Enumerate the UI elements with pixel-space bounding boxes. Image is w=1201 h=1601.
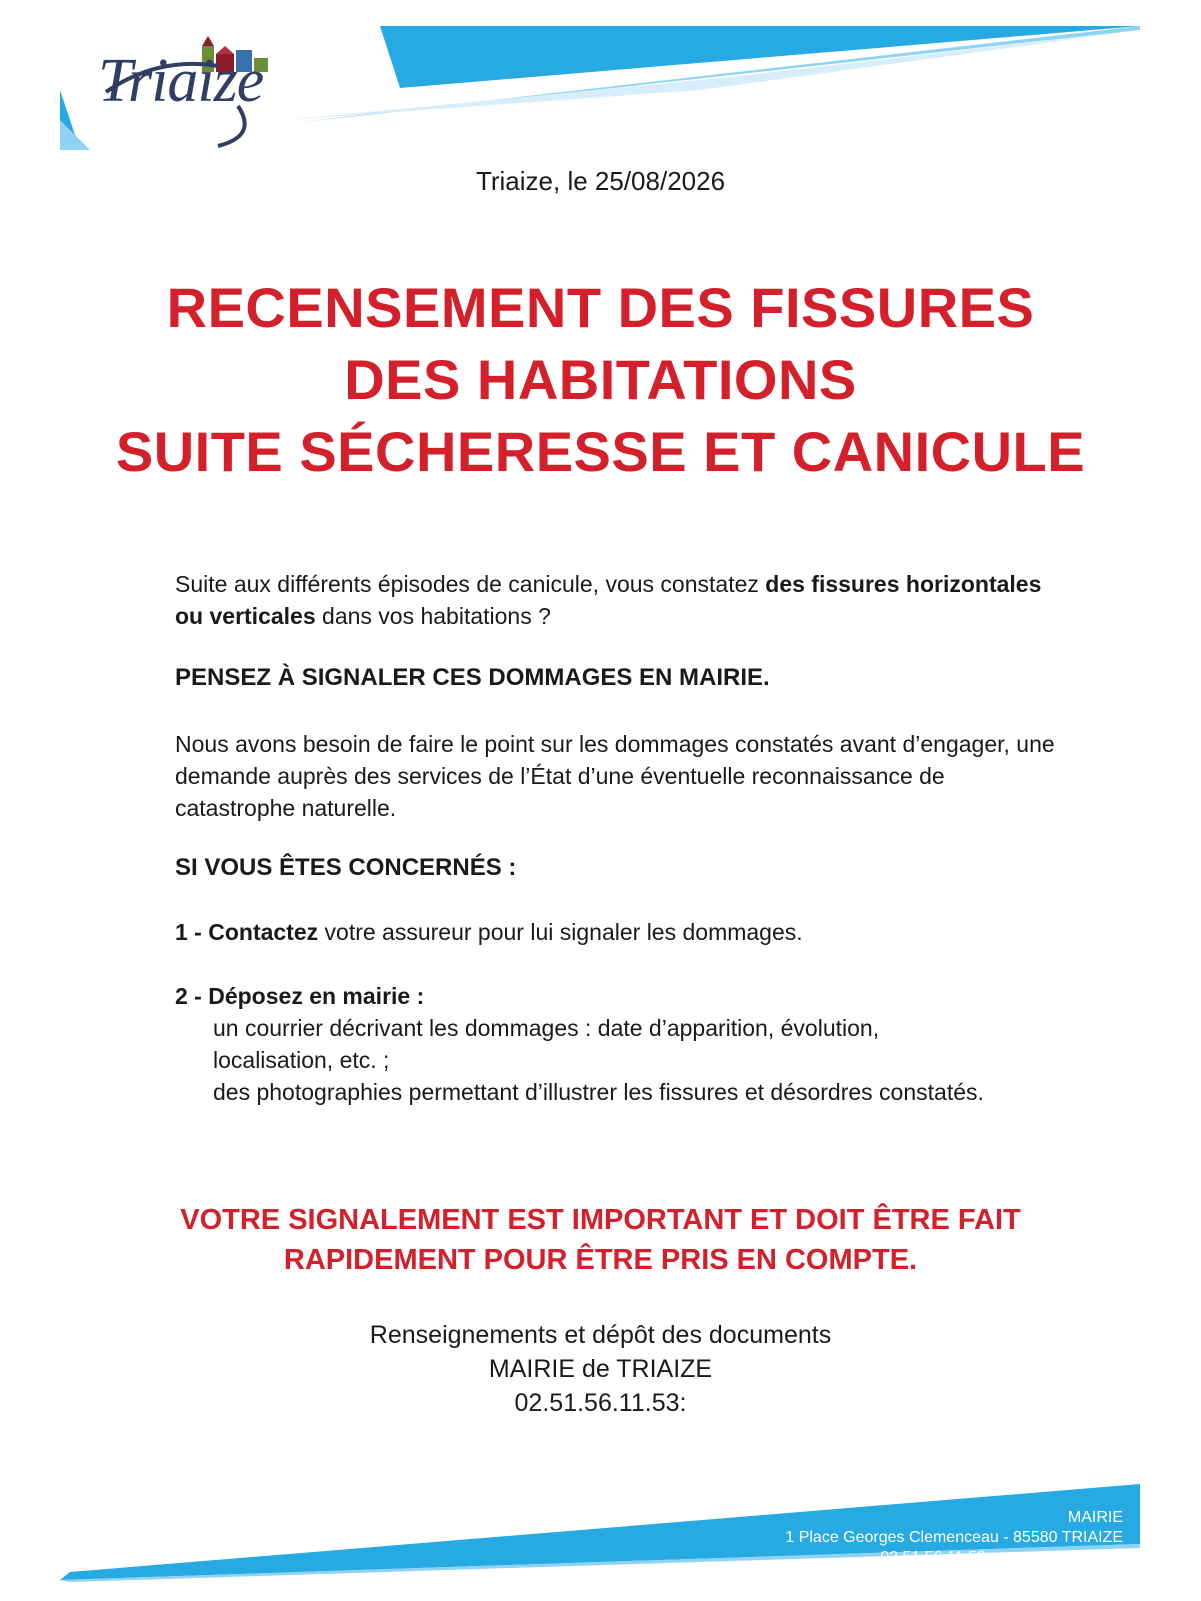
title-line-1: RECENSEMENT DES FISSURES [166,276,1035,339]
date-line: Triaize, le 25/08/2026 [475,166,726,196]
page-title [60,272,1141,488]
step-2-item-2: des photographies permettant d’illustrer les fissures et désordres constatés. [213,1079,984,1105]
step-1-text: votre assureur pour lui signaler les dommages. [318,919,803,945]
urgent-callout [60,1200,1141,1280]
step-1-number: 1 - [175,919,209,945]
contact-line-1: Renseignements et dépôt des documents [369,1321,832,1349]
contact-line-2: MAIRIE de TRIAIZE [488,1355,713,1383]
concerned-heading: SI VOUS ÊTES CONCERNÉS : [175,854,517,881]
footer-line-1: MAIRIE [1067,1509,1123,1526]
triaize-logo [98,36,298,148]
callout-line-2: RAPIDEMENT POUR ÊTRE PRIS EN COMPTE. [283,1244,918,1276]
callout-line-1: VOTRE SIGNALEMENT EST IMPORTANT ET DOIT ÊTRE FAIT [180,1204,1021,1236]
footer-line-3: 02.51.56.11.53 - accueil@triaize.fr [880,1549,1123,1566]
step-2-heading: 2 - Déposez en mairie : [175,983,425,1009]
step-1 [175,916,1065,948]
contact-phone: 02.51.56.11.53: [514,1389,687,1417]
intro-text-bold: des fissures horizontales ou verticales [175,571,1042,629]
logo-wordmark: Triaize [98,47,264,115]
title-line-2: DES HABITATIONS [344,348,857,411]
title-line-3: SUITE SÉCHERESSE ET CANICULE [115,420,1086,483]
context-paragraph: Nous avons besoin de faire le point sur les dommages constatés avant d’engager, une demande auprès des services de l’État d’une éventuelle reconnaissance de catastrophe naturelle. [175,731,1055,821]
intro-text-start: Suite aux différents épisodes de canicule, vous constatez [175,571,766,597]
intro-text-end: dans vos habitations ? [315,603,551,629]
signal-heading: PENSEZ À SIGNALER CES DOMMAGES EN MAIRIE. [175,664,770,691]
intro-paragraph [175,568,1065,632]
footer-line-2: 1 Place Georges Clemenceau - 85580 TRIAIZE [785,1529,1123,1546]
step-2 [175,980,1065,1108]
step-1-bold: Contactez [208,919,319,945]
contact-block [0,1318,1201,1420]
step-2-item-1: un courrier décrivant les dommages : date d’apparition, évolution, localisation, etc. ; [213,1015,880,1073]
footer-address [785,1508,1123,1568]
